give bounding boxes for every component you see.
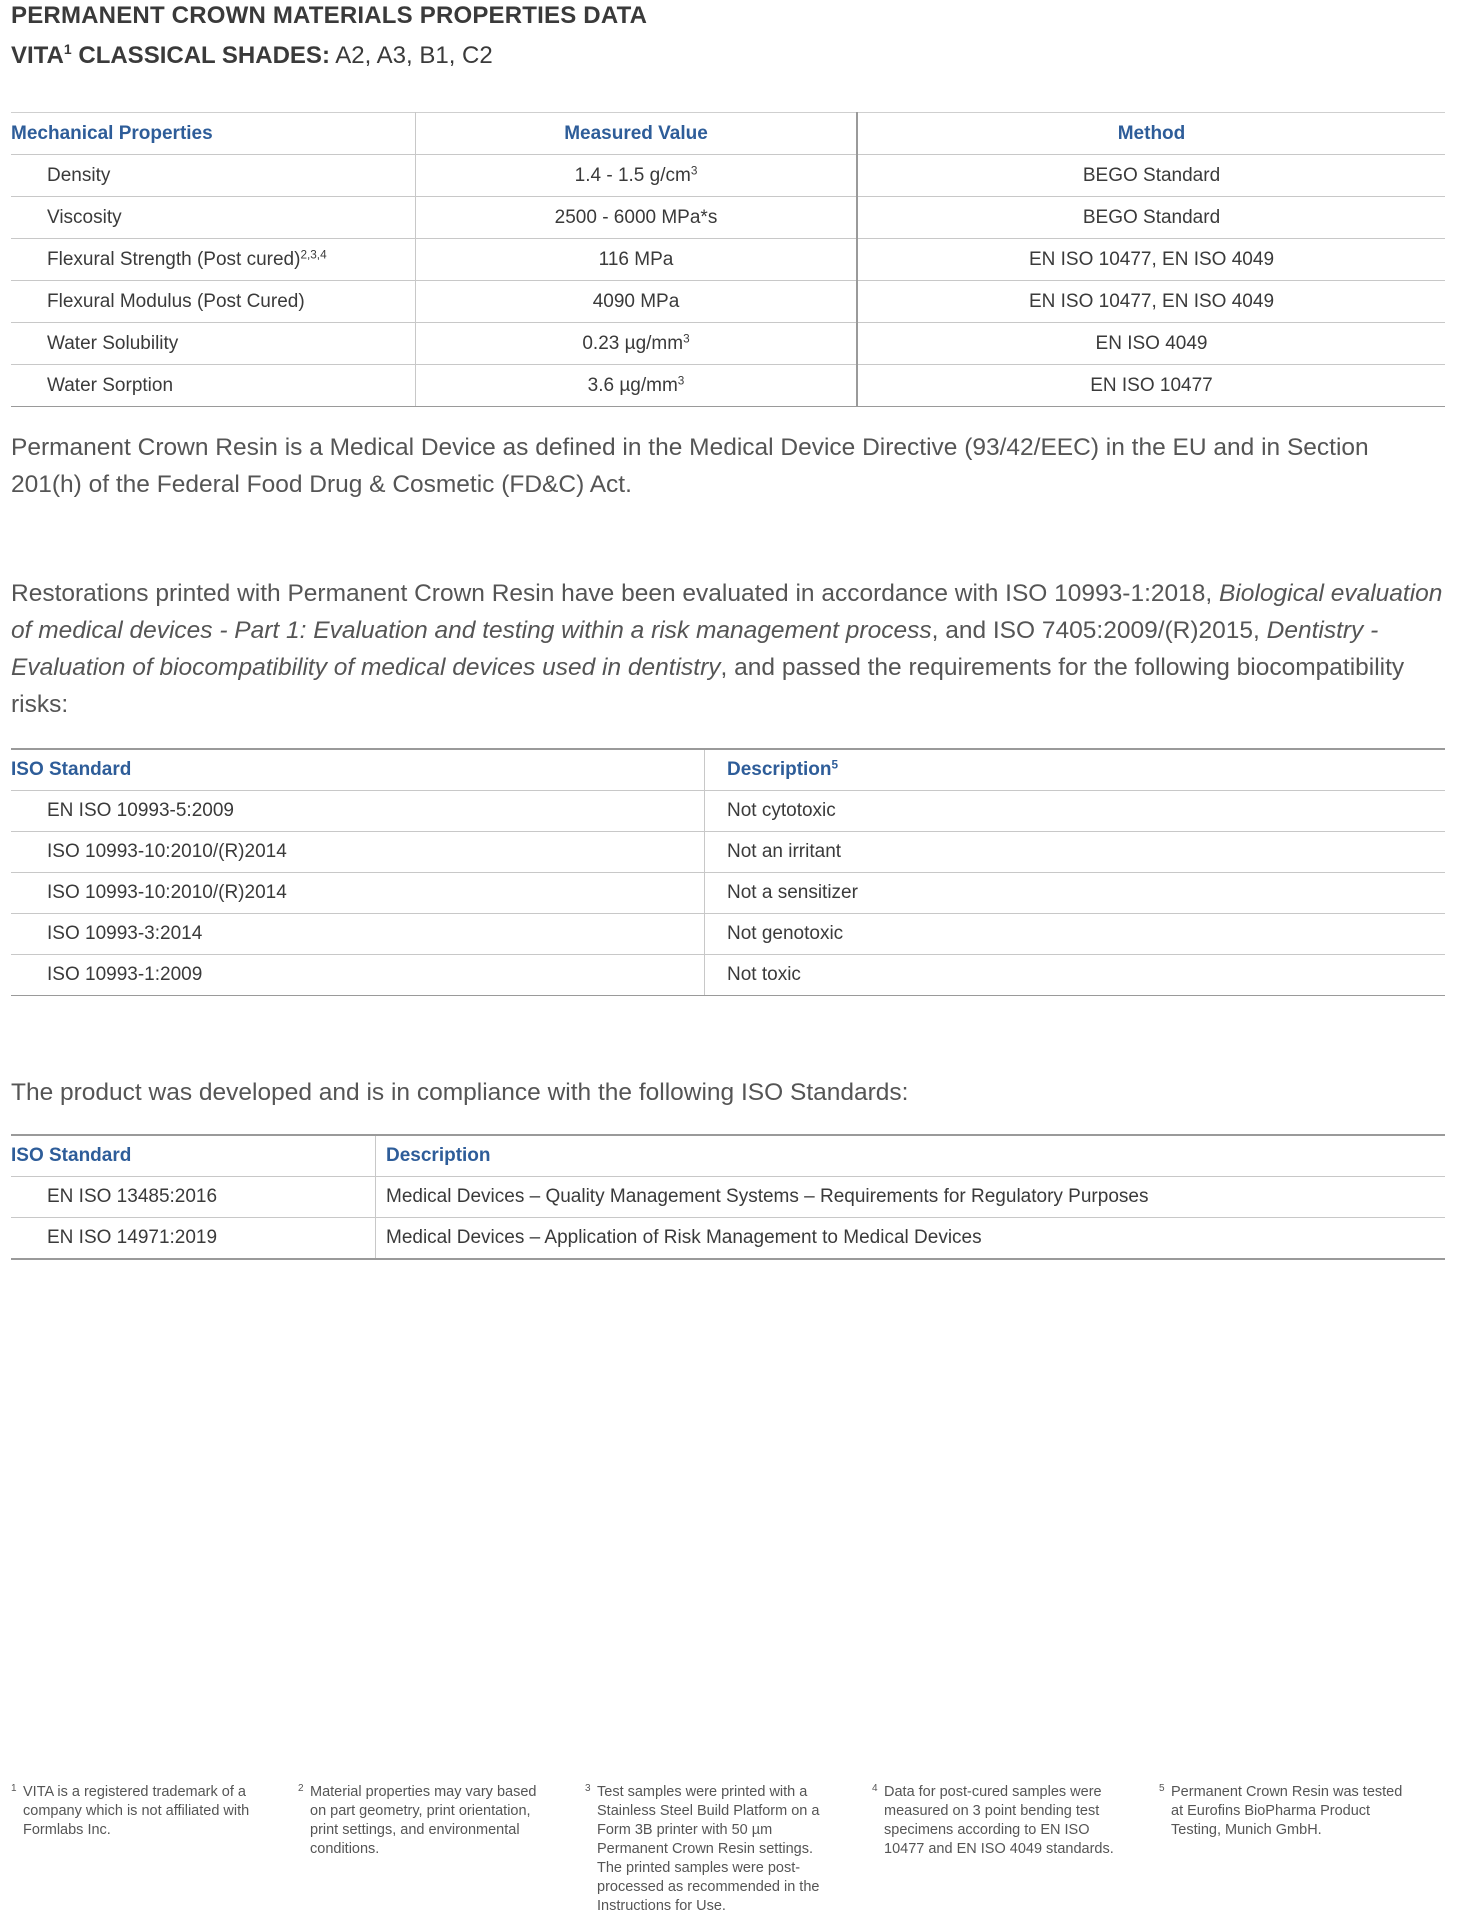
shades-heading (11, 42, 493, 70)
method-cell: EN ISO 10477, EN ISO 4049 (857, 281, 1445, 323)
property-name: Density (47, 164, 111, 186)
property-name: Flexural Strength (Post cured) (47, 248, 301, 270)
column-header-standard: ISO Standard (11, 1135, 376, 1177)
footnote (11, 1783, 261, 1840)
table-header-row (11, 113, 1445, 155)
column-header-standard: ISO Standard (11, 749, 705, 791)
table-row (11, 832, 1445, 873)
shades-values: A2, A3, B1, C2 (329, 42, 493, 69)
page-title: PERMANENT CROWN MATERIALS PROPERTIES DATA (11, 2, 648, 29)
footnote-text: Material properties may vary based on part geometry, print orientation, print settings, and environmental conditions. (310, 1784, 537, 1857)
table-row (11, 955, 1445, 996)
description-cell: Not cytotoxic (705, 791, 1446, 832)
footnote (585, 1783, 835, 1916)
footnote-number: 5 (1159, 1783, 1165, 1794)
footnote (1159, 1783, 1409, 1840)
value-text: 3.6 µg/mm (587, 374, 678, 396)
property-name: Viscosity (47, 206, 122, 228)
footnote-text: Test samples were printed with a Stainless Steel Build Platform on a Form 3B printer with 50 µm Permanent Crown Resin settings. The printed samples were post-processed as recommended in the Instructions for Use. (597, 1784, 820, 1914)
value-cell (416, 281, 858, 323)
column-header-description: Description (376, 1135, 1446, 1177)
table-row (11, 873, 1445, 914)
standard-cell: EN ISO 10993-5:2009 (11, 791, 705, 832)
table-header-row (11, 749, 1445, 791)
table-row (11, 365, 1445, 407)
table-row (11, 155, 1445, 197)
method-cell: BEGO Standard (857, 155, 1445, 197)
bio-text-a: Restorations printed with Permanent Crown Resin have been evaluated in accordance with ISO 10993-1:2018, (11, 580, 1220, 607)
column-header-property: Mechanical Properties (11, 113, 416, 155)
value-cell (416, 155, 858, 197)
value-cell (416, 239, 858, 281)
property-cell (11, 281, 416, 323)
value-unit-sup: 3 (683, 332, 690, 346)
bio-text-d: Dentistry - Evaluation of biocompatibility of medical devices used in dentistry (11, 617, 1379, 681)
value-cell (416, 197, 858, 239)
value-text: 116 MPa (598, 248, 674, 270)
compliance-table (11, 1134, 1445, 1260)
footnote-text: VITA is a registered trademark of a company which is not affiliated with Formlabs Inc. (23, 1784, 250, 1838)
value-unit-sup: 3 (677, 374, 685, 388)
table-row (11, 239, 1445, 281)
method-cell: BEGO Standard (857, 197, 1445, 239)
footnote-number: 3 (585, 1783, 591, 1794)
bio-text-e: , and passed the requirements for the following biocompatibility risks: (11, 654, 1405, 718)
table-row (11, 197, 1445, 239)
description-cell: Not an irritant (705, 832, 1446, 873)
footnote (872, 1783, 1122, 1859)
footnote-ref: 2,3,4 (300, 248, 327, 262)
biocompatibility-table (11, 748, 1445, 996)
standard-cell: EN ISO 14971:2019 (11, 1218, 376, 1260)
property-cell (11, 239, 416, 281)
description-cell: Not a sensitizer (705, 873, 1446, 914)
column-header-description (705, 749, 1446, 791)
table-header-row (11, 1135, 1445, 1177)
value-unit-sup: 3 (690, 164, 698, 178)
value-text: 2500 - 6000 MPa*s (554, 206, 718, 228)
footnote-number: 1 (11, 1783, 17, 1794)
description-cell: Not genotoxic (705, 914, 1446, 955)
value-text: 0.23 µg/mm (582, 332, 684, 354)
standard-cell: ISO 10993-1:2009 (11, 955, 705, 996)
description-cell: Medical Devices – Application of Risk Management to Medical Devices (376, 1218, 1446, 1260)
value-text: 4090 MPa (592, 290, 680, 312)
mechanical-properties-table (11, 112, 1445, 407)
property-cell (11, 197, 416, 239)
column-header-method: Method (857, 113, 1445, 155)
property-cell (11, 323, 416, 365)
biocompatibility-paragraph (11, 575, 1445, 723)
bio-text-b: Biological evaluation of medical devices - Part 1: Evaluation and testing within a risk management process (11, 580, 1443, 644)
table-row (11, 1218, 1445, 1260)
property-name: Water Sorption (47, 374, 174, 396)
medical-device-paragraph: Permanent Crown Resin is a Medical Device as defined in the Medical Device Directive (93/42/EEC) in the EU and in Section 201(h) of the Federal Food Drug & Cosmetic (FD&C) Act. (11, 434, 1369, 498)
column-header-value: Measured Value (416, 113, 858, 155)
column-header-description-text: Description (727, 759, 832, 780)
method-cell: EN ISO 10477, EN ISO 4049 (857, 239, 1445, 281)
footnote (298, 1783, 548, 1859)
table-row (11, 281, 1445, 323)
shades-label: VITA (11, 42, 64, 69)
footnote-text: Data for post-cured samples were measured on 3 point bending test specimens according to EN ISO 10477 and EN ISO 4049 standards. (884, 1784, 1114, 1857)
property-cell (11, 155, 416, 197)
footnote-text: Permanent Crown Resin was tested at Eurofins BioPharma Product Testing, Munich GmbH. (1171, 1784, 1403, 1838)
shades-label-footnote-ref: 1 (63, 41, 72, 57)
description-cell: Medical Devices – Quality Management Systems – Requirements for Regulatory Purposes (376, 1177, 1446, 1218)
property-cell (11, 365, 416, 407)
property-name: Flexural Modulus (Post Cured) (47, 290, 305, 312)
table-row (11, 791, 1445, 832)
bio-text-c: , and ISO 7405:2009/(R)2015, (931, 617, 1267, 644)
standard-cell: ISO 10993-10:2010/(R)2014 (11, 832, 705, 873)
table-row (11, 1177, 1445, 1218)
value-cell (416, 323, 858, 365)
method-cell: EN ISO 4049 (857, 323, 1445, 365)
value-text: 1.4 - 1.5 g/cm (574, 164, 691, 186)
description-cell: Not toxic (705, 955, 1446, 996)
table-row (11, 914, 1445, 955)
method-cell: EN ISO 10477 (857, 365, 1445, 407)
footnote-number: 4 (872, 1783, 878, 1794)
footnote-number: 2 (298, 1783, 304, 1794)
compliance-paragraph: The product was developed and is in compliance with the following ISO Standards: (11, 1079, 909, 1106)
property-name: Water Solubility (47, 332, 179, 354)
standard-cell: ISO 10993-3:2014 (11, 914, 705, 955)
shades-label-rest: CLASSICAL SHADES: (71, 42, 330, 69)
value-cell (416, 365, 858, 407)
standard-cell: ISO 10993-10:2010/(R)2014 (11, 873, 705, 914)
standard-cell: EN ISO 13485:2016 (11, 1177, 376, 1218)
footnote-ref: 5 (831, 758, 839, 772)
table-row (11, 323, 1445, 365)
